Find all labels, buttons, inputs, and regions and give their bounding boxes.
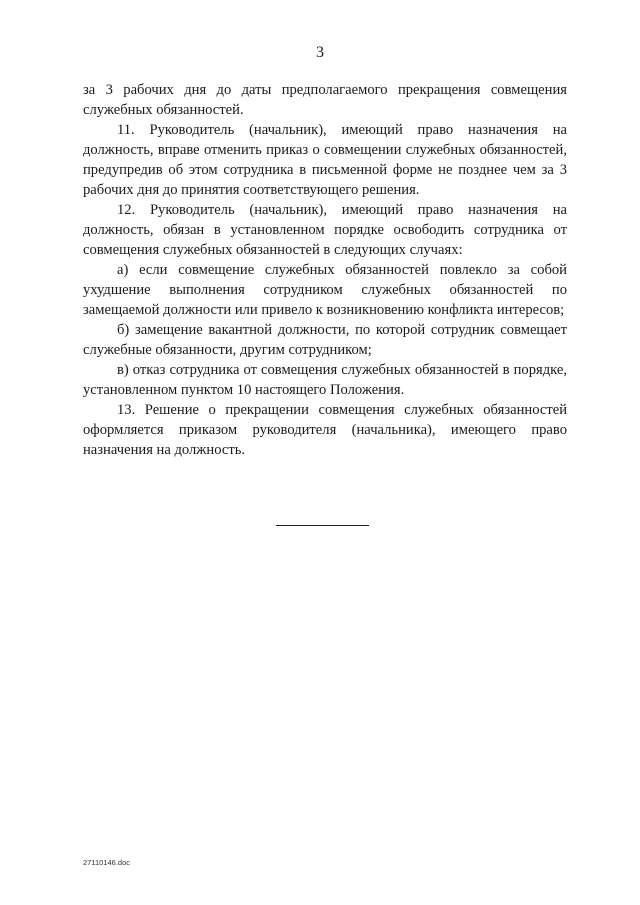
paragraph-12: 12. Руководитель (начальник), имеющий право назначения на должность, обязан в установленном порядке освободить сотрудника от совмещения служебных обязанностей в следующих случаях:	[83, 202, 567, 258]
paragraph-11: 11. Руководитель (начальник), имеющий право назначения на должность, вправе отменить приказ о совмещении служебных обязанностей, предупредив об этом сотрудника в письменной форме не позднее чем за 3 рабочих дня до принятия соответствующего решения.	[83, 122, 567, 198]
paragraph-continuation: за 3 рабочих дня до даты предполагаемого прекращения совмещения служебных обязанностей.	[83, 82, 567, 118]
page-number: 3	[316, 44, 324, 61]
paragraph-12-v: в) отказ сотрудника от совмещения служебных обязанностей в порядке, установленном пунктом 10 настоящего Положения.	[83, 362, 567, 398]
end-separator-line	[276, 525, 369, 526]
paragraph-12-a: а) если совмещение служебных обязанностей повлекло за собой ухудшение выполнения сотрудником служебных обязанностей по замещаемой должности или привело к возникновению конфликта интересов;	[83, 262, 567, 318]
footer-filename: 27110146.doc	[83, 858, 130, 867]
document-body	[83, 80, 567, 460]
paragraph-13: 13. Решение о прекращении совмещения служебных обязанностей оформляется приказом руководителя (начальника), имеющего право назначения на должность.	[83, 402, 567, 458]
paragraph-12-b: б) замещение вакантной должности, по которой сотрудник совмещает служебные обязанности, другим сотрудником;	[83, 322, 567, 358]
